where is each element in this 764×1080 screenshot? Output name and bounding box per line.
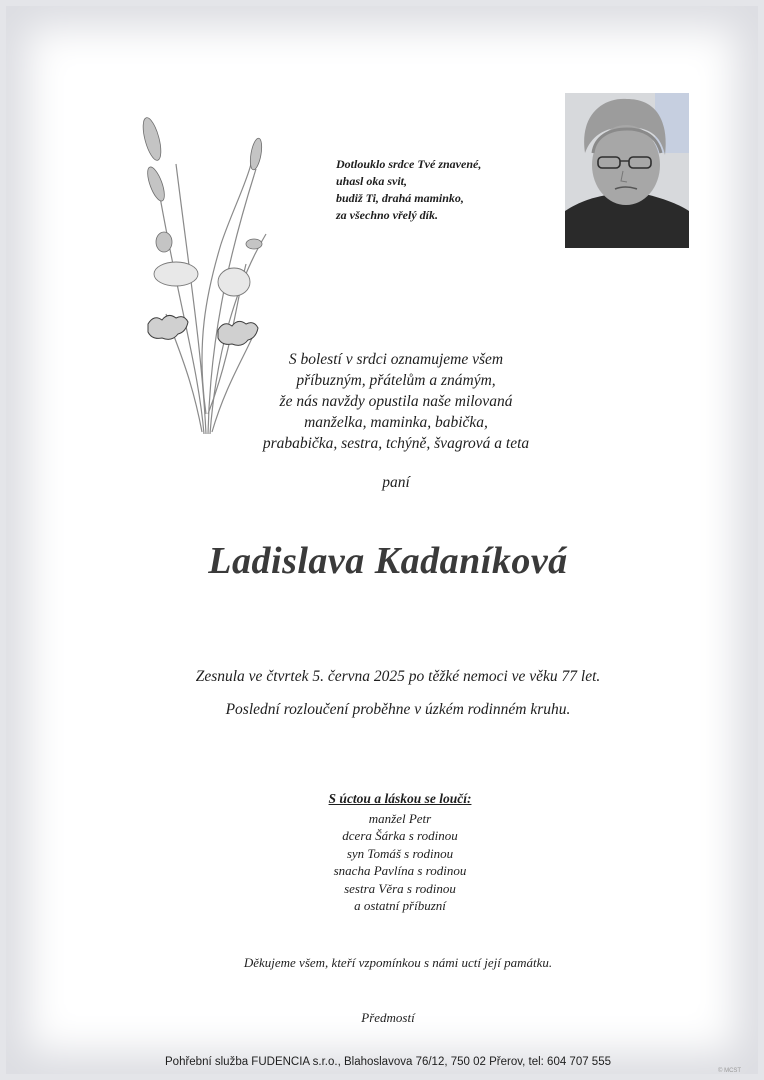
- mourner-item: syn Tomáš s rodinou: [346, 845, 454, 861]
- honorific-title: paní: [382, 474, 410, 491]
- mourners-block: [250, 790, 550, 915]
- portrait-photo: [565, 93, 689, 248]
- farewell-details: Poslední rozloučení proběhne v úzkém rodinném kruhu.: [225, 701, 571, 718]
- verse-line: budiž Ti, drahá maminko,: [336, 191, 464, 205]
- verse-line: Dotlouklo srdce Tvé znavené,: [336, 157, 482, 171]
- thanks-text: Děkujeme všem, kteří vzpomínkou s námi uctí její památku.: [243, 955, 553, 970]
- announcement-text: [186, 349, 606, 454]
- mourner-item: a ostatní příbuzní: [354, 898, 446, 913]
- verse-line: za všechno vřelý dík.: [336, 208, 438, 222]
- mourners-heading: S úctou a láskou se loučí:: [328, 791, 472, 806]
- announcement-line: S bolestí v srdci oznamujeme všem: [288, 351, 504, 368]
- obituary-sheet: [6, 6, 758, 1074]
- mourner-item: manžel Petr: [368, 810, 432, 826]
- announcement-line: prababička, sestra, tchýně, švagrová a teta: [262, 435, 530, 452]
- deceased-name: Ladislava Kadaníková: [208, 540, 568, 582]
- mourner-item: sestra Věra s rodinou: [344, 880, 456, 896]
- death-details: Zesnula ve čtvrtek 5. června 2025 po těžké nemoci ve věku 77 let.: [195, 668, 601, 685]
- verse-block: [336, 156, 536, 224]
- funeral-service-footer: Pohřební služba FUDENCIA s.r.o., Blahoslavova 76/12, 750 02 Přerov, tel: 604 707 555: [165, 1056, 611, 1068]
- announcement-line: manželka, maminka, babička,: [304, 414, 488, 431]
- announcement-line: příbuzným, přátelům a známým,: [296, 372, 496, 389]
- watermark: © MCST: [718, 1068, 742, 1074]
- verse-line: uhasl oka svit,: [336, 174, 408, 188]
- mourner-item: dcera Šárka s rodinou: [342, 828, 458, 843]
- mourner-item: snacha Pavlína s rodinou: [333, 863, 467, 878]
- announcement-line: že nás navždy opustila naše milovaná: [279, 393, 513, 410]
- location-text: Předmostí: [361, 1010, 415, 1025]
